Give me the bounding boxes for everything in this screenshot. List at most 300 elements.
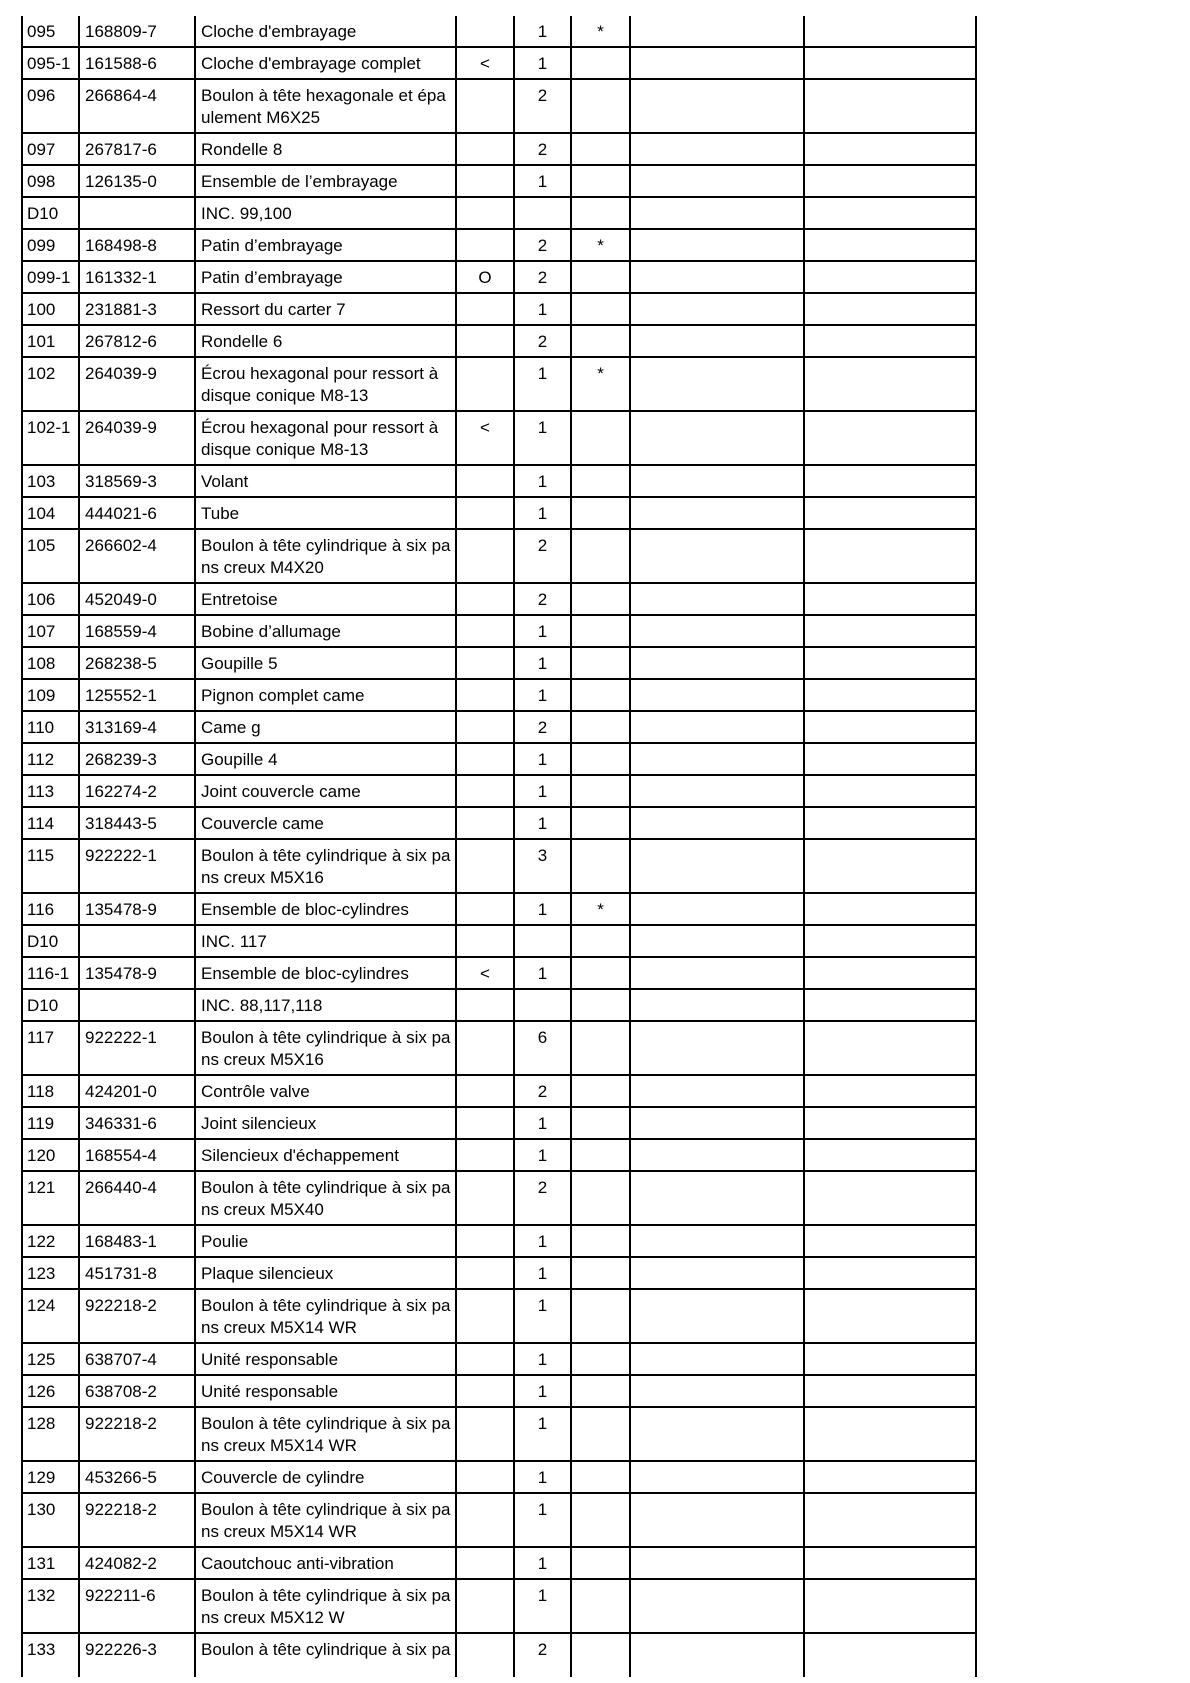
description-line: ns creux M5X16 [201, 1050, 324, 1069]
description [194, 16, 455, 46]
part-number: 135478-9 [78, 958, 194, 988]
description-line: Ensemble de l’embrayage [201, 172, 398, 191]
item-number: D10 [21, 926, 78, 956]
empty-cell [629, 326, 803, 356]
item-number: 112 [21, 744, 78, 774]
empty-cell [629, 466, 803, 496]
table-row [21, 262, 977, 294]
note-mark [570, 80, 629, 132]
empty-cell [629, 1580, 803, 1632]
note-mark [570, 48, 629, 78]
part-number: 162274-2 [78, 776, 194, 806]
item-number: 106 [21, 584, 78, 614]
note-mark [570, 1226, 629, 1256]
quantity: 1 [513, 1462, 570, 1492]
part-number: 126135-0 [78, 166, 194, 196]
note-mark [570, 990, 629, 1020]
quantity: 1 [513, 1408, 570, 1460]
empty-cell [803, 894, 977, 924]
note-mark [570, 1494, 629, 1546]
quantity: 2 [513, 1076, 570, 1106]
table-row [21, 1344, 977, 1376]
mark [455, 680, 513, 710]
description [194, 744, 455, 774]
empty-cell [803, 1548, 977, 1578]
mark [455, 358, 513, 410]
part-number: 318443-5 [78, 808, 194, 838]
mark [455, 1140, 513, 1170]
empty-cell [803, 990, 977, 1020]
empty-cell [803, 1494, 977, 1546]
item-number: 132 [21, 1580, 78, 1632]
description [194, 616, 455, 646]
part-number: 638707-4 [78, 1344, 194, 1374]
item-number: 119 [21, 1108, 78, 1138]
part-number: 453266-5 [78, 1462, 194, 1492]
quantity: 1 [513, 1258, 570, 1288]
empty-cell [803, 808, 977, 838]
description-line: ns creux M5X12 W [201, 1608, 345, 1627]
description-line: Boulon à tête cylindrique à six pa [201, 1586, 451, 1605]
table-row [21, 1462, 977, 1494]
item-number: 116-1 [21, 958, 78, 988]
part-number: 135478-9 [78, 894, 194, 924]
empty-cell [803, 80, 977, 132]
mark [455, 840, 513, 892]
mark: < [455, 48, 513, 78]
description [194, 466, 455, 496]
note-mark [570, 1108, 629, 1138]
quantity [513, 926, 570, 956]
description-line: Plaque silencieux [201, 1264, 334, 1283]
table-row [21, 498, 977, 530]
quantity: 1 [513, 498, 570, 528]
mark [455, 1344, 513, 1374]
description [194, 412, 455, 464]
empty-cell [629, 1172, 803, 1224]
empty-cell [629, 584, 803, 614]
item-number: 117 [21, 1022, 78, 1074]
note-mark [570, 198, 629, 228]
empty-cell [629, 616, 803, 646]
note-mark [570, 1634, 629, 1677]
table-row [21, 1076, 977, 1108]
mark [455, 584, 513, 614]
empty-cell [629, 1140, 803, 1170]
table-row [21, 412, 977, 466]
table-row [21, 894, 977, 926]
description-line: Ressort du carter 7 [201, 300, 346, 319]
description-line: Cloche d'embrayage [201, 22, 357, 41]
description [194, 1172, 455, 1224]
description-line: ns creux M5X14 WR [201, 1522, 357, 1541]
item-number: 096 [21, 80, 78, 132]
quantity: 2 [513, 530, 570, 582]
quantity: 1 [513, 294, 570, 324]
description [194, 48, 455, 78]
empty-cell [629, 1076, 803, 1106]
note-mark [570, 1462, 629, 1492]
note-mark [570, 1172, 629, 1224]
description-line: Boulon à tête cylindrique à six pa [201, 1178, 451, 1197]
description-line: Poulie [201, 1232, 249, 1251]
item-number: 098 [21, 166, 78, 196]
empty-cell [803, 1290, 977, 1342]
note-mark [570, 166, 629, 196]
empty-cell [629, 1494, 803, 1546]
item-number: 113 [21, 776, 78, 806]
item-number: 099-1 [21, 262, 78, 292]
item-number: 123 [21, 1258, 78, 1288]
item-number: D10 [21, 198, 78, 228]
quantity: 1 [513, 616, 570, 646]
part-number [78, 990, 194, 1020]
empty-cell [629, 958, 803, 988]
note-mark [570, 648, 629, 678]
item-number: 100 [21, 294, 78, 324]
note-mark: * [570, 16, 629, 46]
description [194, 134, 455, 164]
description-line: Boulon à tête hexagonale et épa [201, 86, 446, 105]
item-number: 120 [21, 1140, 78, 1170]
empty-cell [803, 134, 977, 164]
description [194, 1344, 455, 1374]
quantity: 2 [513, 262, 570, 292]
table-row [21, 1494, 977, 1548]
mark [455, 466, 513, 496]
description-line: Boulon à tête cylindrique à six pa [201, 1500, 451, 1519]
item-number: D10 [21, 990, 78, 1020]
empty-cell [803, 326, 977, 356]
note-mark [570, 808, 629, 838]
quantity: 1 [513, 1548, 570, 1578]
table-row [21, 294, 977, 326]
item-number: 107 [21, 616, 78, 646]
empty-cell [629, 744, 803, 774]
mark [455, 712, 513, 742]
mark [455, 1462, 513, 1492]
mark [455, 1022, 513, 1074]
description-line: Couvercle came [201, 814, 324, 833]
description [194, 1408, 455, 1460]
description [194, 198, 455, 228]
table-row [21, 926, 977, 958]
empty-cell [803, 358, 977, 410]
quantity: 1 [513, 358, 570, 410]
table-row [21, 776, 977, 808]
quantity: 1 [513, 958, 570, 988]
mark [455, 1408, 513, 1460]
note-mark [570, 134, 629, 164]
description [194, 294, 455, 324]
part-number: 168809-7 [78, 16, 194, 46]
table-row [21, 16, 977, 48]
mark [455, 498, 513, 528]
mark: < [455, 958, 513, 988]
quantity [513, 198, 570, 228]
quantity: 1 [513, 166, 570, 196]
description-line: Boulon à tête cylindrique à six pa [201, 1296, 451, 1315]
empty-cell [629, 1022, 803, 1074]
empty-cell [803, 1226, 977, 1256]
mark: O [455, 262, 513, 292]
mark [455, 1290, 513, 1342]
table-row [21, 530, 977, 584]
quantity: 1 [513, 1344, 570, 1374]
note-mark: * [570, 894, 629, 924]
empty-cell [629, 80, 803, 132]
table-row [21, 1634, 977, 1677]
empty-cell [803, 648, 977, 678]
empty-cell [803, 584, 977, 614]
description-line: ns creux M4X20 [201, 558, 324, 577]
note-mark [570, 926, 629, 956]
description-line: Entretoise [201, 590, 278, 609]
note-mark [570, 466, 629, 496]
item-number: 095-1 [21, 48, 78, 78]
part-number: 168559-4 [78, 616, 194, 646]
item-number: 102 [21, 358, 78, 410]
description-line: Came g [201, 718, 261, 737]
table-row [21, 1226, 977, 1258]
empty-cell [629, 1548, 803, 1578]
note-mark [570, 262, 629, 292]
table-row [21, 166, 977, 198]
description [194, 1548, 455, 1578]
item-number: 109 [21, 680, 78, 710]
note-mark [570, 776, 629, 806]
empty-cell [629, 166, 803, 196]
item-number: 103 [21, 466, 78, 496]
item-number: 116 [21, 894, 78, 924]
empty-cell [629, 16, 803, 46]
description-line: Boulon à tête cylindrique à six pa [201, 536, 451, 555]
empty-cell [803, 1408, 977, 1460]
empty-cell [803, 744, 977, 774]
mark [455, 926, 513, 956]
note-mark [570, 680, 629, 710]
item-number: 110 [21, 712, 78, 742]
table-row [21, 230, 977, 262]
empty-cell [629, 894, 803, 924]
empty-cell [803, 840, 977, 892]
quantity: 1 [513, 680, 570, 710]
table-row [21, 808, 977, 840]
description [194, 1108, 455, 1138]
description-line: Couvercle de cylindre [201, 1468, 365, 1487]
quantity: 1 [513, 1494, 570, 1546]
empty-cell [803, 198, 977, 228]
quantity: 2 [513, 1172, 570, 1224]
description-line: Caoutchouc anti-vibration [201, 1554, 394, 1573]
note-mark [570, 1258, 629, 1288]
part-number: 168554-4 [78, 1140, 194, 1170]
quantity: 1 [513, 16, 570, 46]
part-number: 922226-3 [78, 1634, 194, 1677]
empty-cell [629, 48, 803, 78]
mark [455, 230, 513, 260]
quantity: 1 [513, 776, 570, 806]
empty-cell [629, 412, 803, 464]
note-mark [570, 1376, 629, 1406]
description-line: Tube [201, 504, 240, 523]
description [194, 230, 455, 260]
empty-cell [803, 412, 977, 464]
empty-cell [803, 616, 977, 646]
empty-cell [629, 840, 803, 892]
quantity: 3 [513, 840, 570, 892]
note-mark [570, 1344, 629, 1374]
description [194, 1462, 455, 1492]
empty-cell [803, 1140, 977, 1170]
part-number: 922218-2 [78, 1494, 194, 1546]
description [194, 584, 455, 614]
part-number: 318569-3 [78, 466, 194, 496]
empty-cell [803, 466, 977, 496]
description-line: Unité responsable [201, 1350, 339, 1369]
empty-cell [629, 358, 803, 410]
description-line: Joint silencieux [201, 1114, 317, 1133]
part-number: 424201-0 [78, 1076, 194, 1106]
quantity: 1 [513, 1376, 570, 1406]
quantity: 1 [513, 1108, 570, 1138]
empty-cell [803, 1634, 977, 1677]
empty-cell [803, 1258, 977, 1288]
part-number: 264039-9 [78, 412, 194, 464]
item-number: 118 [21, 1076, 78, 1106]
description-line: INC. 88,117,118 [201, 996, 323, 1015]
note-mark [570, 744, 629, 774]
mark [455, 1076, 513, 1106]
quantity: 2 [513, 584, 570, 614]
description-line: INC. 117 [201, 932, 267, 951]
quantity: 2 [513, 230, 570, 260]
description-line: Rondelle 8 [201, 140, 283, 159]
empty-cell [803, 16, 977, 46]
description-line: ns creux M5X14 WR [201, 1436, 357, 1455]
empty-cell [629, 1634, 803, 1677]
description [194, 498, 455, 528]
quantity: 1 [513, 894, 570, 924]
description-line: Écrou hexagonal pour ressort à [201, 418, 439, 437]
item-number: 108 [21, 648, 78, 678]
mark [455, 326, 513, 356]
part-number: 266864-4 [78, 80, 194, 132]
quantity: 2 [513, 80, 570, 132]
mark [455, 294, 513, 324]
table-row [21, 712, 977, 744]
empty-cell [803, 1076, 977, 1106]
mark [455, 1548, 513, 1578]
item-number: 133 [21, 1634, 78, 1677]
mark [455, 808, 513, 838]
description-line: Boulon à tête cylindrique à six pa [201, 1640, 451, 1659]
item-number: 101 [21, 326, 78, 356]
description [194, 1140, 455, 1170]
part-number: 268239-3 [78, 744, 194, 774]
empty-cell [629, 648, 803, 678]
empty-cell [803, 48, 977, 78]
table-row [21, 134, 977, 166]
quantity: 1 [513, 1290, 570, 1342]
part-number: 346331-6 [78, 1108, 194, 1138]
empty-cell [803, 1376, 977, 1406]
empty-cell [803, 1108, 977, 1138]
note-mark [570, 498, 629, 528]
description-line: Unité responsable [201, 1382, 339, 1401]
item-number: 125 [21, 1344, 78, 1374]
mark [455, 134, 513, 164]
item-number: 121 [21, 1172, 78, 1224]
empty-cell [803, 1344, 977, 1374]
table-row [21, 198, 977, 230]
part-number: 266440-4 [78, 1172, 194, 1224]
description [194, 262, 455, 292]
empty-cell [629, 926, 803, 956]
item-number: 122 [21, 1226, 78, 1256]
quantity: 2 [513, 134, 570, 164]
empty-cell [803, 958, 977, 988]
item-number: 102-1 [21, 412, 78, 464]
description [194, 326, 455, 356]
description-line: INC. 99,100 [201, 204, 292, 223]
parts-table [21, 16, 977, 1677]
description [194, 840, 455, 892]
table-row [21, 326, 977, 358]
table-row [21, 958, 977, 990]
empty-cell [629, 680, 803, 710]
table-row [21, 358, 977, 412]
table-row [21, 584, 977, 616]
table-row [21, 48, 977, 80]
empty-cell [629, 198, 803, 228]
item-number: 114 [21, 808, 78, 838]
description-line: Rondelle 6 [201, 332, 283, 351]
table-row [21, 1258, 977, 1290]
empty-cell [803, 680, 977, 710]
note-mark [570, 1548, 629, 1578]
description [194, 166, 455, 196]
table-row [21, 1580, 977, 1634]
description-line: Silencieux d'échappement [201, 1146, 399, 1165]
table-row [21, 1290, 977, 1344]
note-mark [570, 712, 629, 742]
mark [455, 16, 513, 46]
quantity: 1 [513, 744, 570, 774]
description [194, 1376, 455, 1406]
description [194, 712, 455, 742]
part-number [78, 926, 194, 956]
quantity: 2 [513, 326, 570, 356]
description [194, 776, 455, 806]
table-row [21, 1408, 977, 1462]
mark [455, 1226, 513, 1256]
item-number: 105 [21, 530, 78, 582]
description [194, 1022, 455, 1074]
note-mark: * [570, 358, 629, 410]
part-number: 231881-3 [78, 294, 194, 324]
description [194, 680, 455, 710]
note-mark [570, 616, 629, 646]
empty-cell [629, 294, 803, 324]
description-line: Ensemble de bloc-cylindres [201, 964, 409, 983]
description [194, 358, 455, 410]
mark [455, 894, 513, 924]
note-mark [570, 1140, 629, 1170]
mark [455, 744, 513, 774]
mark [455, 198, 513, 228]
empty-cell [629, 1462, 803, 1492]
